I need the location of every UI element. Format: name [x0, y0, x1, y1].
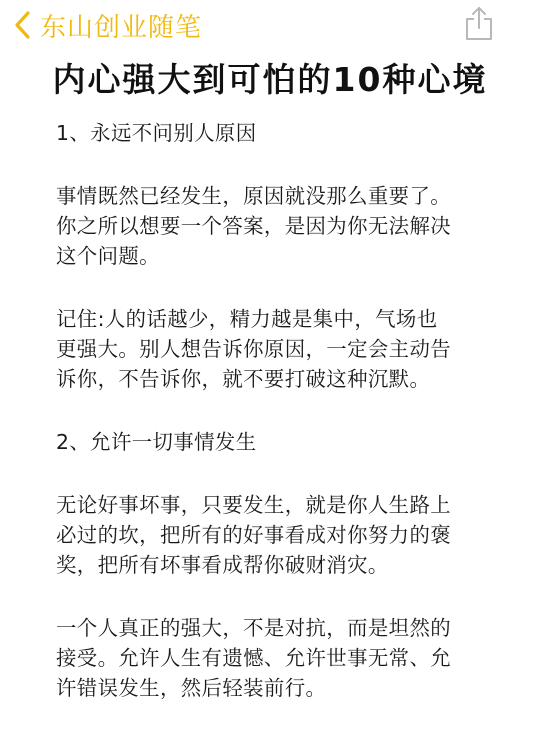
back-label: 东山创业随笔	[40, 12, 203, 43]
chevron-left-icon	[10, 10, 36, 40]
share-button[interactable]	[462, 6, 496, 44]
paragraph: 一个人真正的强大，不是对抗，而是坦然的 接受。允许人生有遗憾、允许世事无常、允 许错误发生，然后轻装前行。	[56, 616, 452, 700]
back-button[interactable]	[10, 6, 202, 44]
article-body	[56, 118, 516, 736]
share-icon	[464, 5, 494, 45]
paragraph: 事情既然已经发生，原因就没那么重要了。 你之所以想要一个答案，是因为你无法解决 这个问题。	[56, 184, 452, 268]
article-title: 内心强大到可怕的10种心境	[52, 60, 488, 99]
section-heading: 2、允许一切事情发生	[56, 430, 257, 454]
nav-bar	[0, 0, 540, 50]
section-heading: 1、永远不问别人原因	[56, 121, 257, 145]
paragraph: 无论好事坏事，只要发生，就是你人生路上 必过的坎，把所有的好事看成对你努力的褒 奖，把所有坏事看成帮你破财消灾。	[56, 493, 452, 577]
paragraph: 记住:人的话越少，精力越是集中，气场也 更强大。别人想告诉你原因，一定会主动告 诉你，不告诉你，就不要打破这种沉默。	[56, 307, 452, 391]
